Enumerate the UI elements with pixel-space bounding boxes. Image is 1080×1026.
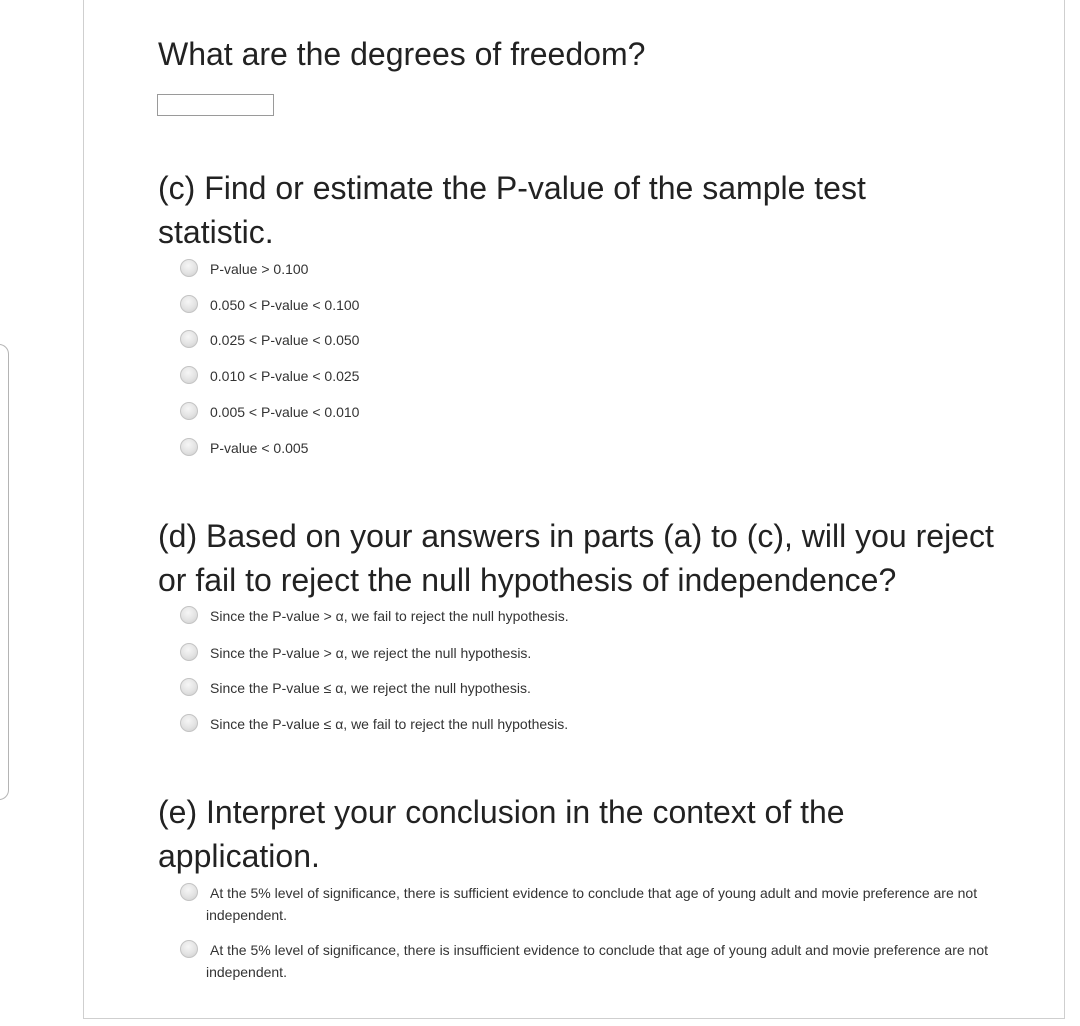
option-label: Since the P-value > α, we fail to reject the null hypothesis. (210, 608, 569, 624)
option-label: 0.010 < P-value < 0.025 (210, 368, 360, 384)
part-e-option-1[interactable] (180, 884, 1010, 930)
option-label: 0.025 < P-value < 0.050 (210, 332, 360, 348)
option-label: Since the P-value > α, we reject the null hypothesis. (210, 645, 532, 661)
radio-button-icon[interactable] (180, 940, 198, 958)
dof-question-text: What are the degrees of freedom? (158, 36, 646, 72)
part-e-heading (158, 790, 845, 878)
radio-button-icon[interactable] (180, 643, 198, 661)
radio-button-icon[interactable] (180, 330, 198, 348)
part-d-heading (158, 514, 994, 602)
part-e-option-2[interactable] (180, 941, 1010, 987)
side-panel-edge (0, 344, 9, 800)
option-label: 0.050 < P-value < 0.100 (210, 297, 360, 313)
radio-button-icon[interactable] (180, 678, 198, 696)
radio-button-icon[interactable] (180, 438, 198, 456)
part-d-heading-line2: or fail to reject the null hypothesis of independence? (158, 562, 897, 598)
dof-question-heading (158, 32, 645, 76)
option-label: P-value < 0.005 (210, 440, 309, 456)
option-label: 0.005 < P-value < 0.010 (210, 404, 360, 420)
radio-button-icon[interactable] (180, 883, 198, 901)
option-label: At the 5% level of significance, there is sufficient evidence to conclude that age of young adult and movie preference are not independent. (206, 885, 978, 923)
option-label: Since the P-value ≤ α, we reject the null hypothesis. (210, 680, 531, 696)
option-label: Since the P-value ≤ α, we fail to reject the null hypothesis. (210, 716, 569, 732)
radio-button-icon[interactable] (180, 366, 198, 384)
radio-button-icon[interactable] (180, 402, 198, 420)
part-c-heading-line2: statistic. (158, 214, 274, 250)
question-panel (83, 0, 1065, 1019)
radio-button-icon[interactable] (180, 714, 198, 732)
radio-button-icon[interactable] (180, 259, 198, 277)
part-e-heading-line2: application. (158, 838, 320, 874)
radio-button-icon[interactable] (180, 295, 198, 313)
part-c-heading-line1: (c) Find or estimate the P-value of the sample test (158, 170, 866, 206)
radio-button-icon[interactable] (180, 606, 198, 624)
dof-answer-input[interactable] (157, 94, 274, 116)
part-e-heading-line1: (e) Interpret your conclusion in the context of the (158, 794, 845, 830)
part-d-heading-line1: (d) Based on your answers in parts (a) to (c), will you reject (158, 518, 994, 554)
option-label: P-value > 0.100 (210, 261, 309, 277)
part-c-heading (158, 166, 866, 254)
option-label: At the 5% level of significance, there is insufficient evidence to conclude that age of young adult and movie preference are not independent. (206, 942, 989, 980)
